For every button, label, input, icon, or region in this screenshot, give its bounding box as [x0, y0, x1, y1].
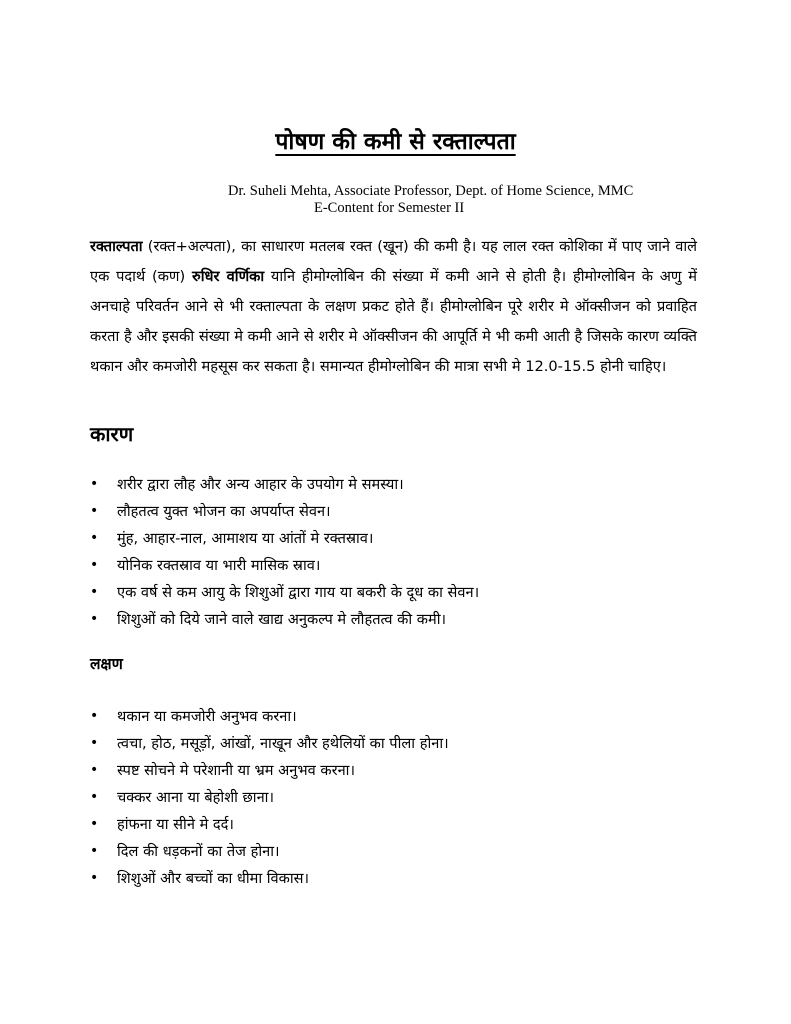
intro-text-part2: यानि हीमोग्लोबिन की संख्या में कमी आने से होती है। हीमोग्लोबिन के अणु में अनचाहे परिवर्तन आने से भी रक्ताल्पता के लक्षण प्रकट होते हैं। हीमोग्लोबिन पूरे शरीर मे ऑक्सीजन को प्रवाहित करता है और इसकी संख्या मे कमी आने से शरीर मे ऑक्सीजन की आपूर्ति मे भी कमी आती है जिसके कारण व्यक्ति थकान और कमजोरी महसूस कर सकता है। समान्यत हीमोग्लोबिन की मात्रा सभी मे 12.0-15.5 होनी चाहिए।: [90, 268, 698, 375]
bullet-icon: •: [90, 503, 99, 519]
bullet-icon: •: [90, 735, 99, 751]
bullet-icon: •: [90, 762, 99, 778]
list-item-text: लौहतत्व युक्त भोजन का अपर्याप्त सेवन।: [117, 503, 331, 520]
list-item: [90, 838, 449, 865]
list-item-text: त्वचा, होठ, मसूड़ों, आंखों, नाखून और हथेलियों का पीला होना।: [117, 735, 449, 752]
list-item-text: शिशुओं और बच्चों का धीमा विकास।: [117, 870, 310, 887]
list-item-text: थकान या कमजोरी अनुभव करना।: [117, 708, 297, 725]
list-item: [90, 730, 449, 757]
list-item: [90, 525, 479, 552]
list-item: [90, 498, 479, 525]
bullet-icon: •: [90, 611, 99, 627]
list-item-text: योनिक रक्तस्राव या भारी मासिक स्राव।: [117, 557, 321, 574]
bullet-icon: •: [90, 708, 99, 724]
bullet-icon: •: [90, 870, 99, 886]
causes-list: [90, 471, 479, 633]
list-item: [90, 579, 479, 606]
author-line: Dr. Suheli Mehta, Associate Professor, Dept. of Home Science, MMC: [228, 183, 634, 199]
list-item-text: मुंह, आहार-नाल, आमाशय या आंतों मे रक्तस्राव।: [117, 530, 374, 547]
causes-heading: कारण: [90, 422, 134, 446]
symptoms-heading: लक्षण: [90, 655, 123, 673]
author-info: [228, 183, 688, 217]
intro-text-part1: (रक्त+अल्पता), का साधारण मतलब रक्त (खून) की कमी है। यह लाल रक्त कोशिका में पाए जाने वाले एक पदार्थ (कण): [90, 238, 697, 285]
list-item: [90, 471, 479, 498]
bullet-icon: •: [90, 476, 99, 492]
list-item-text: चक्कर आना या बेहोशी छाना।: [117, 789, 274, 806]
list-item-text: शरीर द्वारा लौह और अन्य आहार के उपयोग मे समस्या।: [117, 476, 404, 493]
list-item-text: एक वर्ष से कम आयु के शिशुओं द्वारा गाय या बकरी के दूध का सेवन।: [117, 584, 480, 601]
course-line: E-Content for Semester II: [314, 200, 465, 216]
list-item: [90, 811, 449, 838]
list-item-text: स्पष्ट सोचने मे परेशानी या भ्रम अनुभव करना।: [117, 762, 355, 779]
document-title: पोषण की कमी से रक्ताल्पता: [275, 129, 516, 155]
bullet-icon: •: [90, 530, 99, 546]
list-item-text: दिल की धड़कनों का तेज होना।: [117, 843, 280, 860]
list-item-text: हांफना या सीने मे दर्द।: [117, 816, 234, 833]
symptoms-list: [90, 703, 449, 892]
bullet-icon: •: [90, 557, 99, 573]
list-item: [90, 784, 449, 811]
intro-term-2: रुधिर वर्णिका: [191, 268, 265, 285]
list-item-text: शिशुओं को दिये जाने वाले खाद्य अनुकल्प मे लौहतत्व की कमी।: [117, 611, 447, 628]
bullet-icon: •: [90, 843, 99, 859]
list-item: [90, 865, 449, 892]
intro-paragraph: [90, 232, 697, 382]
intro-term: रक्ताल्पता: [90, 238, 143, 255]
bullet-icon: •: [90, 789, 99, 805]
bullet-icon: •: [90, 584, 99, 600]
list-item: [90, 703, 449, 730]
list-item: [90, 552, 479, 579]
list-item: [90, 606, 479, 633]
bullet-icon: •: [90, 816, 99, 832]
list-item: [90, 757, 449, 784]
